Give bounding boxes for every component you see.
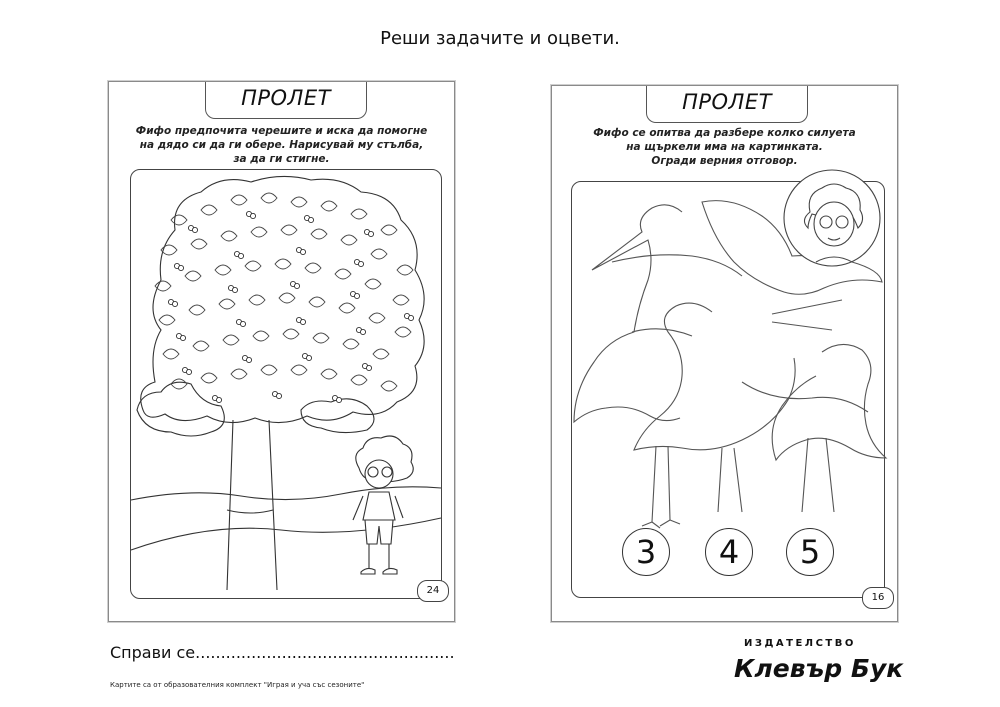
answer-option-5[interactable]: 5	[786, 528, 834, 576]
answer-option-3[interactable]: 3	[622, 528, 670, 576]
right-worksheet	[551, 85, 898, 622]
right-task-text	[562, 126, 887, 168]
done-signature-line: Справи се...................................................	[110, 643, 455, 662]
left-task-text	[119, 124, 444, 166]
source-note: Картите са от образователния комплект "Играя и уча със сезоните"	[110, 681, 365, 689]
answer-option-4[interactable]: 4	[705, 528, 753, 576]
left-task-line: на дядо си да ги обере. Нарисувай му стълба,	[139, 139, 424, 151]
left-sheet-title: ПРОЛЕТ	[241, 86, 331, 110]
right-picture-frame	[571, 181, 885, 598]
left-title-tab	[205, 82, 367, 119]
left-task-line: Фифо предпочита черешите и иска да помогне	[135, 125, 428, 137]
publisher-logo	[732, 650, 904, 684]
left-picture-frame	[130, 169, 442, 599]
publisher-name: Клевър Бук	[734, 654, 904, 683]
publisher-prefix: ИЗДАТЕЛСТВО	[744, 638, 856, 649]
page-instruction: Реши задачите и оцвети.	[380, 28, 620, 49]
left-task-line: за да ги стигне.	[233, 153, 330, 165]
right-task-line: Огради верния отговор.	[651, 155, 798, 167]
left-worksheet	[108, 81, 455, 622]
right-task-line: на щъркели има на картинката.	[626, 141, 823, 153]
right-sheet-title: ПРОЛЕТ	[682, 90, 772, 114]
boy-character-icon	[131, 170, 441, 598]
right-page-number: 16	[862, 587, 894, 609]
right-title-tab	[646, 86, 808, 123]
left-page-number: 24	[417, 580, 449, 602]
right-task-line: Фифо се опитва да разбере колко силуета	[593, 127, 856, 139]
